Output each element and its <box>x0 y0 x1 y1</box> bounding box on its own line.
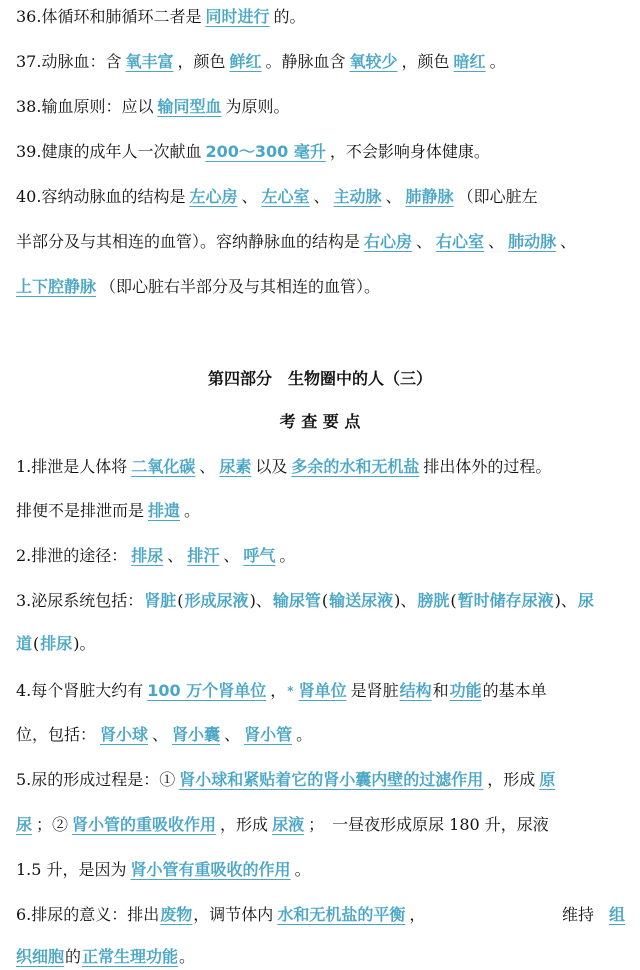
text: ( <box>177 591 184 610</box>
point-3-line2 <box>16 633 630 655</box>
answer: 原 <box>539 770 556 789</box>
answer: 排遗 <box>148 501 181 520</box>
answer: 右心室 <box>436 232 485 251</box>
text: 。 <box>179 947 196 966</box>
text: 、 <box>488 232 505 251</box>
text: 的基本单 <box>482 681 547 700</box>
text: 。 <box>296 725 313 744</box>
text: ，颜色 <box>401 52 450 71</box>
text: 以及 <box>255 457 288 476</box>
answer: 多余的水和无机盐 <box>291 457 420 476</box>
answer: 组 <box>608 905 625 924</box>
text: 、 <box>241 187 258 206</box>
text: 。 <box>184 501 201 520</box>
text: 半部分及与其相连的血管）。容纳静脉血的结构是 <box>16 232 361 251</box>
answer: 二氧化碳 <box>131 457 196 476</box>
text: ，形成 <box>487 770 536 789</box>
answer: 输同型血 <box>157 97 222 116</box>
text: 。 <box>489 52 506 71</box>
text: 4.每个肾脏大约有 <box>16 681 144 700</box>
point-3-line1 <box>16 590 630 612</box>
answer: 尿 <box>16 815 33 834</box>
text: 、 <box>152 725 169 744</box>
text: 、 <box>560 232 577 251</box>
section-subtitle: 考 查 要 点 <box>279 412 361 431</box>
text: 1.排泄是人体将 <box>16 457 128 476</box>
text: 、 <box>385 187 402 206</box>
text: ，形成 <box>220 815 269 834</box>
answer: 肾小管 <box>244 725 293 744</box>
item-39 <box>16 141 630 163</box>
answer: 100 万个肾单位 <box>147 681 267 700</box>
answer: 膀胱 <box>417 591 450 610</box>
answer: 排尿 <box>40 634 73 653</box>
text: 2.排泄的途径： <box>16 546 128 565</box>
text: 的。 <box>273 7 306 26</box>
point-2 <box>16 545 630 567</box>
text: )、 <box>394 591 417 610</box>
text: 40.容纳动脉血的结构是 <box>16 187 186 206</box>
item-40-line1 <box>16 186 630 208</box>
text: （即心脏右半部分及与其相连的血管）。 <box>100 277 381 296</box>
answer: 肾小球 <box>100 725 149 744</box>
text: 39.健康的成年人一次献血 <box>16 142 202 161</box>
text: 、 <box>167 546 184 565</box>
text: ( <box>450 591 457 610</box>
answer: 道 <box>16 634 33 653</box>
item-40-line3 <box>16 276 630 298</box>
answer: 废物 <box>160 905 193 924</box>
answer: 鲜红 <box>229 52 262 71</box>
answer: 呼气 <box>243 546 276 565</box>
point-5-line2 <box>16 814 630 836</box>
text: 、 <box>416 232 433 251</box>
item-36 <box>16 6 630 28</box>
answer: 肾小囊 <box>172 725 221 744</box>
text: ( <box>321 591 329 610</box>
answer: 氧丰富 <box>125 52 174 71</box>
text: 1.5 升，是因为 <box>16 860 127 879</box>
answer: 输送尿液 <box>329 591 394 610</box>
text: 。 <box>279 546 296 565</box>
answer: 输尿管 <box>272 591 321 610</box>
text: 排出体外的过程。 <box>423 457 552 476</box>
point-1-line2 <box>16 500 630 522</box>
answer: 主动脉 <box>333 187 382 206</box>
answer: 尿 <box>577 591 594 610</box>
answer: 正常生理功能 <box>82 947 179 966</box>
answer: 肾脏 <box>144 591 177 610</box>
answer: 左心室 <box>261 187 310 206</box>
answer: 水和无机盐的平衡 <box>277 905 406 924</box>
text: 、 <box>199 457 216 476</box>
answer: 暂时储存尿液 <box>457 591 554 610</box>
text: 、 <box>223 546 240 565</box>
answer: 氧较少 <box>349 52 398 71</box>
answer: 形成尿液 <box>184 591 249 610</box>
point-4-line1 <box>16 680 630 702</box>
answer: 肾小球和紧贴着它的肾小囊内壁的过滤作用 <box>179 770 484 789</box>
text: 、 <box>313 187 330 206</box>
text: ，调节体内 <box>193 905 274 924</box>
text: 维持 <box>561 905 594 924</box>
point-1-line1 <box>16 456 630 478</box>
answer: 肺静脉 <box>405 187 454 206</box>
star-mark: * <box>287 684 294 698</box>
text: ， <box>409 905 426 924</box>
point-6-line1 <box>16 904 630 926</box>
text: 、 <box>224 725 241 744</box>
answer: 尿液 <box>272 815 305 834</box>
text: 是肾脏 <box>350 681 399 700</box>
answer: 肾单位 <box>298 681 347 700</box>
point-5-line3 <box>16 859 630 881</box>
text: ( <box>33 634 40 653</box>
answer: 排汗 <box>187 546 220 565</box>
text: ；② <box>36 815 69 834</box>
text: 。 <box>294 860 311 879</box>
text: ，不会影响身体健康。 <box>329 142 490 161</box>
answer: 右心房 <box>364 232 413 251</box>
answer: 排尿 <box>131 546 164 565</box>
answer: 同时进行 <box>205 7 270 26</box>
text: 5.尿的形成过程是：① <box>16 770 176 789</box>
text: 38.输血原则：应以 <box>16 97 154 116</box>
text: 和 <box>432 681 449 700</box>
item-38 <box>16 96 630 118</box>
answer: 上下腔静脉 <box>16 277 97 296</box>
item-37 <box>16 51 630 73</box>
text: 36.体循环和肺循环二者是 <box>16 7 202 26</box>
text: ，颜色 <box>177 52 226 71</box>
point-6-line2 <box>16 946 630 968</box>
text: )、 <box>249 591 272 610</box>
answer: 暗红 <box>453 52 486 71</box>
text: ， <box>270 681 287 700</box>
answer: 肾小管的重吸收作用 <box>72 815 217 834</box>
text: )、 <box>554 591 577 610</box>
text: 。静脉血含 <box>265 52 346 71</box>
point-5-line1 <box>16 769 630 791</box>
answer: 织细胞 <box>16 947 65 966</box>
answer: 左心房 <box>189 187 238 206</box>
text: 排便不是排泄而是 <box>16 501 145 520</box>
text: 位，包括： <box>16 725 97 744</box>
answer: 结构 <box>399 681 432 700</box>
text: （即心脏左 <box>457 187 538 206</box>
point-4-line2 <box>16 724 630 746</box>
answer: 肺动脉 <box>508 232 557 251</box>
text: )。 <box>73 634 96 653</box>
text: 3.泌尿系统包括： <box>16 591 144 610</box>
text: 为原则。 <box>225 97 290 116</box>
text: ； 一昼夜形成原尿 180 升，尿液 <box>308 815 549 834</box>
text: 的 <box>65 947 82 966</box>
item-40-line2 <box>16 231 630 253</box>
text: 37.动脉血：含 <box>16 52 122 71</box>
text: 6.排尿的意义：排出 <box>16 905 160 924</box>
section-title: 第四部分 生物圈中的人（三） <box>207 369 432 388</box>
answer: 尿素 <box>219 457 252 476</box>
answer: 功能 <box>449 681 482 700</box>
answer: 肾小管有重吸收的作用 <box>130 860 291 879</box>
answer: 200～300 毫升 <box>205 142 326 161</box>
